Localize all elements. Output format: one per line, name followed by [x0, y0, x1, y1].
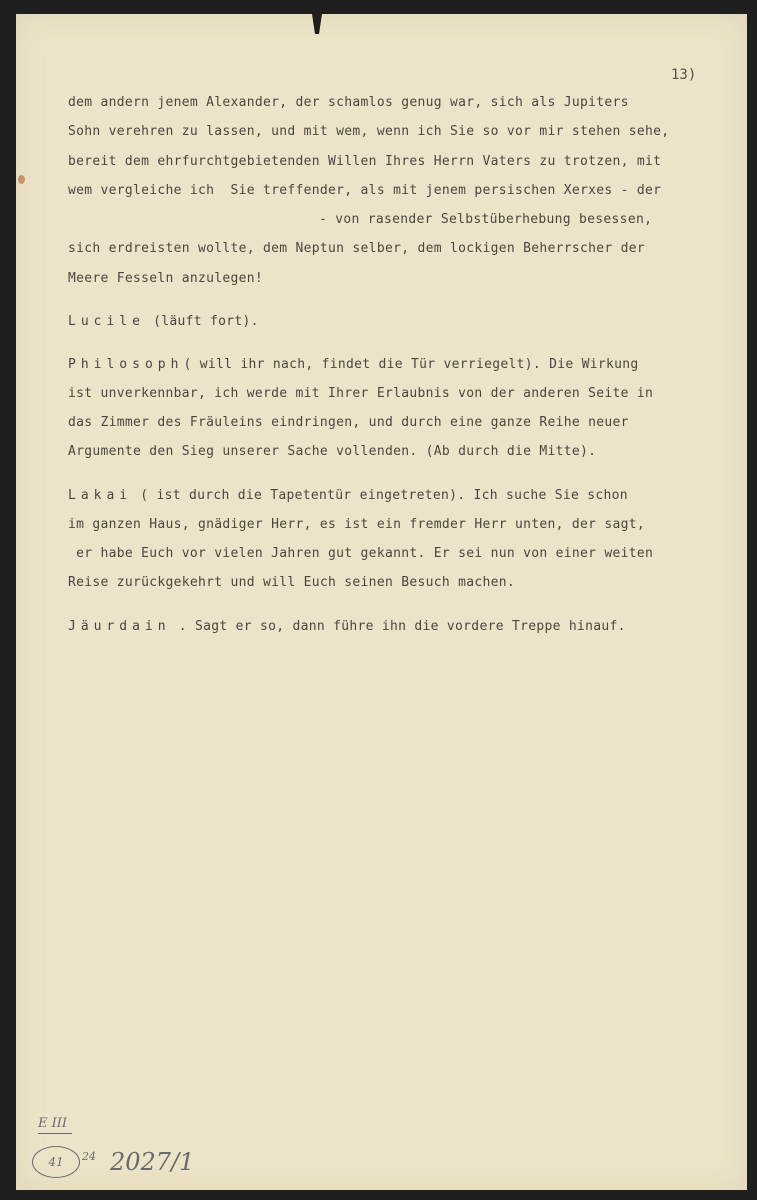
text-line: Reise zurückgekehrt und will Euch seinen Besuch machen. — [68, 575, 515, 590]
speaker-lakai: Lakai — [68, 488, 133, 503]
philosoph-line — [68, 357, 639, 372]
lucile-line — [68, 314, 259, 329]
annotation-sub: 24 — [82, 1150, 96, 1163]
text-line: dem andern jenem Alexander, der schamlos genug war, sich als Jupiters — [68, 95, 629, 110]
text-line: das Zimmer des Fräuleins eindringen, und durch eine ganze Reihe neuer — [68, 415, 629, 430]
circled-number: 41 — [32, 1146, 80, 1178]
text-line: bereit dem ehrfurchtgebietenden Willen Ihres Herrn Vaters zu trotzen, mit — [68, 154, 662, 169]
text-line: Sohn verehren zu lassen, und mit wem, wenn ich Sie so vor mir stehen sehe, — [68, 124, 670, 139]
speech-text: ( will ihr nach, findet die Tür verriegelt). Die Wirkung — [183, 357, 639, 372]
text-line: Meere Fesseln anzulegen! — [68, 271, 264, 286]
text-line: Argumente den Sieg unserer Sache vollenden. (Ab durch die Mitte). — [68, 444, 597, 459]
text-line: ist unverkennbar, ich werde mit Ihrer Erlaubnis von der anderen Seite in — [68, 386, 654, 401]
text-line: wem vergleiche ich Sie treffender, als mit jenem persischen Xerxes - der — [68, 183, 662, 198]
archive-code-underline — [38, 1133, 72, 1134]
speech-text: . Sagt er so, dann führe ihn die vordere Treppe hinauf. — [170, 619, 626, 634]
text-line: im ganzen Haus, gnädiger Herr, es ist ein fremder Herr unten, der sagt, — [68, 517, 645, 532]
inventory-number: 2027/1 — [110, 1148, 195, 1176]
text-line: sich erdreisten wollte, dem Neptun selber, dem lockigen Beherrscher der — [68, 241, 645, 256]
text-line: - von rasender Selbstüberhebung besessen, — [319, 212, 653, 227]
archive-code: E III — [38, 1116, 68, 1131]
page-number: 13) — [671, 67, 697, 83]
lakai-line — [68, 488, 628, 503]
speech-text: ( ist durch die Tapetentür eingetreten). Ich suche Sie schon — [132, 488, 628, 503]
speaker-lucile: Lucile — [68, 314, 145, 329]
paper-stain — [18, 175, 25, 184]
text-line: er habe Euch vor vielen Jahren gut gekannt. Er sei nun von einer weiten — [68, 546, 654, 561]
speaker-jourdain: Jäurdain — [68, 619, 171, 634]
stage-direction: (läuft fort). — [144, 314, 259, 329]
jourdain-line — [68, 619, 626, 634]
speaker-philosoph: Philosoph — [68, 357, 184, 372]
